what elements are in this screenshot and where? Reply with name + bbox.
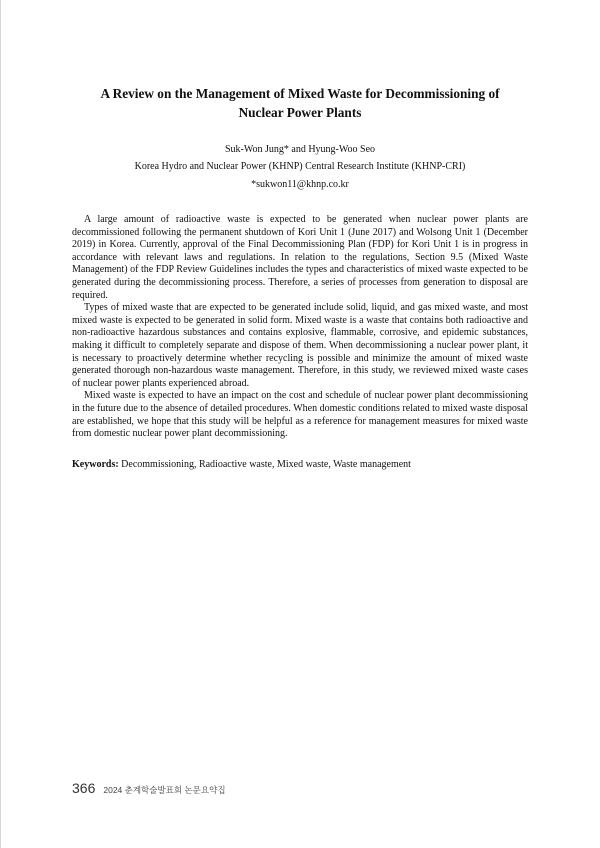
paper-title: A Review on the Management of Mixed Waste for Decommissioning of Nuclear Power Plants	[100, 86, 500, 120]
abstract-paragraph-1: A large amount of radioactive waste is expected to be generated when nuclear power plants are decommissioned following the permanent shutdown of Kori Unit 1 (June 2017) and Wolsong Unit 1 (December 2019) in Korea. Currently, approval of the Final Decommissioning Plan (FDP) for Kori Unit 1 is in progress in accordance with relevant laws and regulations. In relation to the regulations, Section 9.5 (Mixed Waste Management) of the FDP Review Guidelines includes the types and characteristics of mixed waste expected to be generated during the decommissioning process. Therefore, a series of processes from generation to disposal are required.	[72, 214, 528, 301]
authors: Suk-Won Jung* and Hyung-Woo Seo	[224, 144, 376, 155]
keywords	[72, 458, 528, 471]
page-number: 366	[72, 780, 96, 796]
keywords-label: Keywords:	[72, 459, 119, 470]
affiliation: Korea Hydro and Nuclear Power (KHNP) Central Research Institute (KHNP-CRI)	[134, 161, 466, 172]
author-email: *sukwon11@khnp.co.kr	[251, 179, 349, 190]
page-footer	[72, 780, 226, 796]
journal-name: 2024 춘계학술발표회 논문요약집	[103, 785, 226, 795]
abstract	[72, 214, 528, 441]
keywords-list: Decommissioning, Radioactive waste, Mixed waste, Waste management	[118, 459, 411, 470]
page-edge	[0, 0, 1, 848]
abstract-paragraph-3: Mixed waste is expected to have an impact on the cost and schedule of nuclear power plant decommissioning in the future due to the absence of detailed procedures. When domestic conditions related to mixed waste disposal are established, we hope that this study will be helpful as a reference for management measures for mixed waste from domestic nuclear power plant decommissioning.	[72, 390, 528, 440]
abstract-paragraph-2: Types of mixed waste that are expected to be generated include solid, liquid, and gas mixed waste, and most mixed waste is expected to be generated in solid form. Mixed waste is a waste that contains both radioactive and non-radioactive hazardous substances and contains explosive, flammable, corrosive, and epidemic substances, making it difficult to completely separate and dispose of them. When decommissioning a nuclear power plant, it is necessary to proactively determine whether recycling is possible and minimize the amount of mixed waste generated thorough non-hazardous waste management. Therefore, in this study, we reviewed mixed waste cases of nuclear power plants experienced abroad.	[72, 302, 528, 389]
